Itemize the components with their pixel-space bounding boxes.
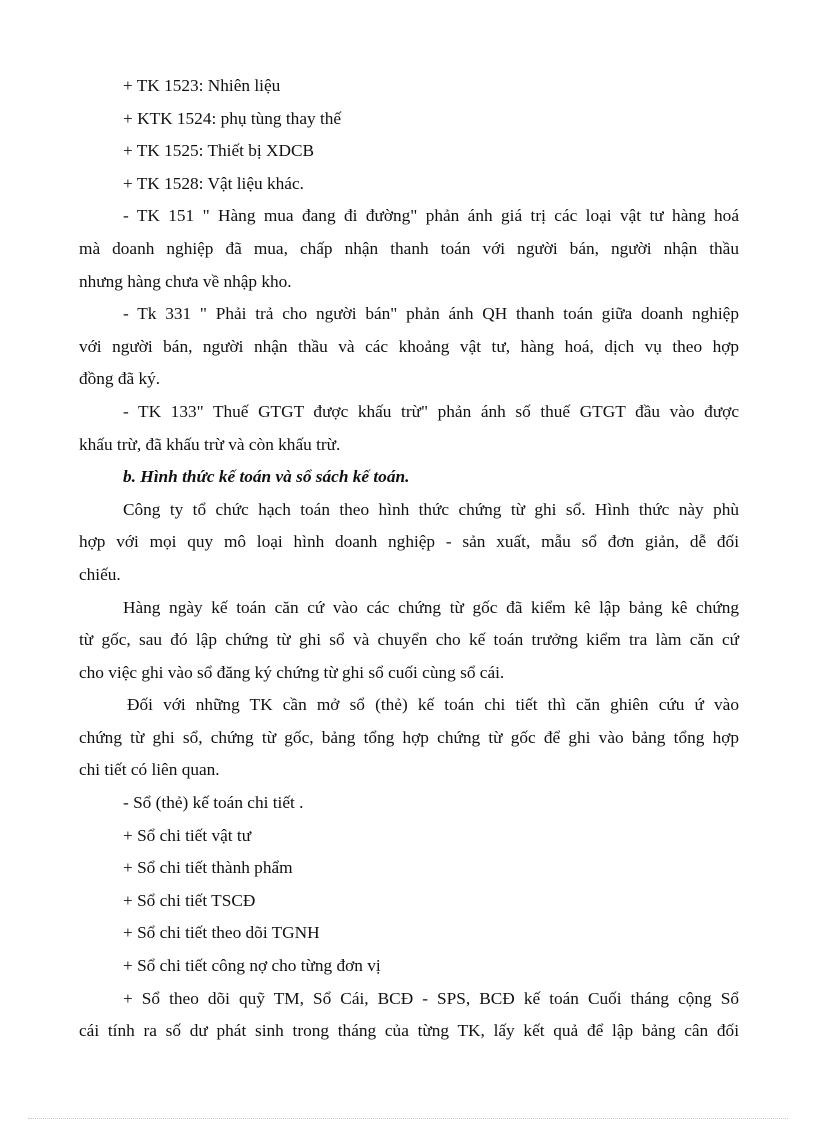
- text-line: với người bán, người nhận thầu và các khoảng vật tư, hàng hoá, dịch vụ theo hợp: [79, 336, 739, 356]
- page-bottom-border: [28, 1118, 788, 1119]
- text-line: từ gốc, sau đó lập chứng từ ghi sổ và chuyển cho kế toán trưởng kiểm tra làm căn cứ: [79, 630, 739, 650]
- text-line: - TK 151 " Hàng mua đang đi đường" phản ánh giá trị các loại vật tư hàng hoá: [123, 206, 739, 226]
- section-heading: b. Hình thức kế toán và sổ sách kế toán.: [123, 467, 410, 487]
- text-line: khấu trừ, đã khấu trừ và còn khấu trừ.: [79, 434, 341, 454]
- document-page: [79, 70, 739, 1048]
- text-line: đồng đã ký.: [79, 369, 161, 389]
- text-line: Hàng ngày kế toán căn cứ vào các chứng từ gốc đã kiểm kê lập bảng kê chứng: [123, 597, 739, 617]
- text-line: + TK 1525: Thiết bị XDCB: [123, 141, 315, 161]
- text-line: + TK 1523: Nhiên liệu: [123, 76, 281, 95]
- text-line: - Sổ (thẻ) kế toán chi tiết .: [123, 793, 304, 813]
- text-line: - TK 133" Thuế GTGT được khấu trừ" phản ánh số thuế GTGT đầu vào được: [123, 401, 739, 421]
- text-line: cái tính ra số dư phát sinh trong tháng của từng TK, lấy kết quả để lập bảng cân đối: [79, 1021, 739, 1041]
- text-line: chi tiết có liên quan.: [79, 760, 220, 780]
- text-line: + TK 1528: Vật liệu khác.: [123, 173, 304, 193]
- text-line: + Sổ theo dõi quỹ TM, Sổ Cái, BCĐ - SPS, BCĐ kế toán Cuối tháng cộng Sổ: [123, 988, 739, 1008]
- text-line: chứng từ ghi sổ, chứng từ gốc, bảng tổng hợp chứng từ gốc để ghi vào bảng tổng hợp: [79, 727, 739, 747]
- text-line: cho việc ghi vào sổ đăng ký chứng từ ghi sổ cuối cùng sổ cái.: [79, 662, 505, 682]
- text-line: + Sổ chi tiết thành phẩm: [123, 858, 293, 878]
- text-line: Đối với những TK cần mở sổ (thẻ) kế toán chi tiết thì căn ghiên cứu ứ vào: [127, 695, 739, 715]
- text-line: + KTK 1524: phụ tùng thay thế: [123, 108, 342, 128]
- text-line: + Sổ chi tiết công nợ cho từng đơn vị: [123, 956, 381, 976]
- text-line: - Tk 331 " Phải trả cho người bán" phản ánh QH thanh toán giữa doanh nghiệp: [123, 304, 739, 324]
- text-line: Công ty tổ chức hạch toán theo hình thức chứng từ ghi sổ. Hình thức này phù: [123, 499, 739, 519]
- text-line: hợp với mọi quy mô loại hình doanh nghiệp - sản xuất, mẫu sổ đơn giản, dễ đối: [79, 532, 739, 552]
- text-line: nhưng hàng chưa về nhập kho.: [79, 271, 292, 291]
- text-line: + Sổ chi tiết theo dõi TGNH: [123, 923, 320, 943]
- text-line: + Sổ chi tiết vật tư: [123, 825, 252, 845]
- text-line: mà doanh nghiệp đã mua, chấp nhận thanh toán với người bán, người nhận thầu: [79, 238, 739, 258]
- text-line: + Sổ chi tiết TSCĐ: [123, 890, 256, 910]
- text-line: chiếu.: [79, 564, 121, 584]
